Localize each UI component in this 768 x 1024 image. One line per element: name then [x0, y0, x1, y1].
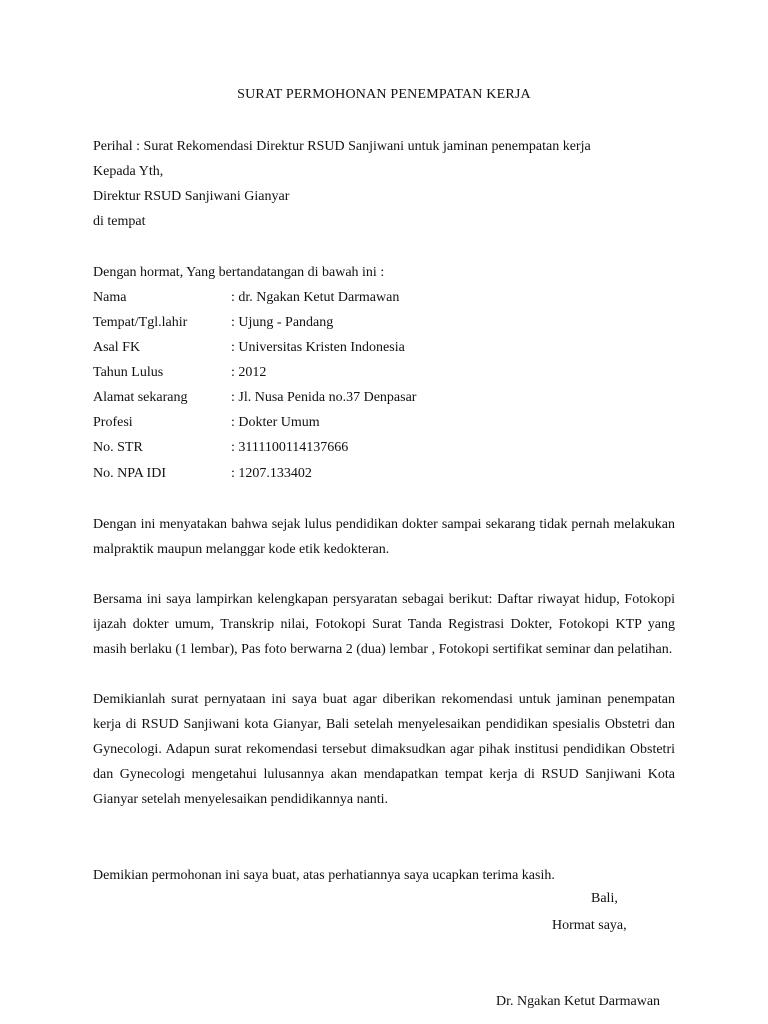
field-value: : dr. Ngakan Ketut Darmawan	[231, 290, 400, 305]
field-label: Alamat sekarang	[93, 390, 188, 405]
greeting-line: Dengan hormat, Yang bertandatangan di bawah ini :	[93, 265, 385, 280]
field-value: : Ujung - Pandang	[231, 315, 334, 330]
closing-regards: Hormat saya,	[552, 918, 627, 933]
field-row-faculty	[93, 339, 405, 357]
subject-line: Perihal : Surat Rekomendasi Direktur RSUD Sanjiwani untuk jaminan penempatan kerja	[93, 139, 591, 154]
field-label: Nama	[93, 290, 127, 305]
field-row-npa	[93, 465, 312, 483]
recipient-name: Direktur RSUD Sanjiwani Gianyar	[93, 189, 290, 204]
purpose-paragraph: Demikianlah surat pernyataan ini saya buat agar diberikan rekomendasi untuk jaminan penempatan kerja di RSUD Sanjiwani kota Gianyar, Bali setelah menyelesaikan pendidikan spesialis Obstetri dan Gynecologi. Adapun surat rekomendasi tersebut dimaksudkan agar pihak institusi pendidikan Obstetri dan Gynecologi mengetahui lulusannya akan mendapatkan tempat kerja di RSUD Sanjiwani Kota Gianyar setelah menyelesaikan pendidikannya nanti.	[93, 692, 675, 807]
field-row-birth	[93, 314, 333, 332]
statement-paragraph: Dengan ini menyatakan bahwa sejak lulus pendidikan dokter sampai sekarang tidak pernah melakukan malpraktik maupun melanggar kode etik kedokteran.	[93, 517, 675, 557]
field-value: : Jl. Nusa Penida no.37 Denpasar	[231, 390, 417, 405]
field-value: : Universitas Kristen Indonesia	[231, 340, 405, 355]
field-label: No. STR	[93, 440, 143, 455]
field-row-str	[93, 439, 348, 457]
field-row-name	[93, 289, 399, 307]
field-row-graduation	[93, 364, 266, 382]
field-value: : 3111100114137666	[231, 440, 349, 455]
letter-title: SURAT PERMOHONAN PENEMPATAN KERJA	[237, 87, 531, 102]
attachments-paragraph: Bersama ini saya lampirkan kelengkapan persyaratan sebagai berikut: Daftar riwayat hidup, Fotokopi ijazah dokter umum, Transkrip nilai, Fotokopi Surat Tanda Registrasi Dokter, Fotokopi KTP yang masih berlaku (1 lembar), Pas foto berwarna 2 (dua) lembar , Fotokopi sertifikat seminar dan pelatihan.	[93, 592, 675, 657]
addressee-salutation: Kepada Yth,	[93, 164, 164, 179]
field-row-address	[93, 389, 416, 407]
closing-place: Bali,	[591, 891, 618, 906]
field-label: Profesi	[93, 415, 133, 430]
recipient-place: di tempat	[93, 214, 146, 229]
field-label: Tempat/Tgl.lahir	[93, 315, 188, 330]
field-label: Tahun Lulus	[93, 365, 164, 380]
field-value: : 2012	[231, 365, 267, 380]
field-label: No. NPA IDI	[93, 466, 166, 481]
field-value: : Dokter Umum	[231, 415, 320, 430]
field-row-profession	[93, 414, 320, 432]
field-value: : 1207.133402	[231, 466, 312, 481]
signature-name: Dr. Ngakan Ketut Darmawan	[496, 994, 661, 1009]
closing-paragraph: Demikian permohonan ini saya buat, atas perhatiannya saya ucapkan terima kasih.	[93, 868, 555, 883]
field-label: Asal FK	[93, 340, 141, 355]
